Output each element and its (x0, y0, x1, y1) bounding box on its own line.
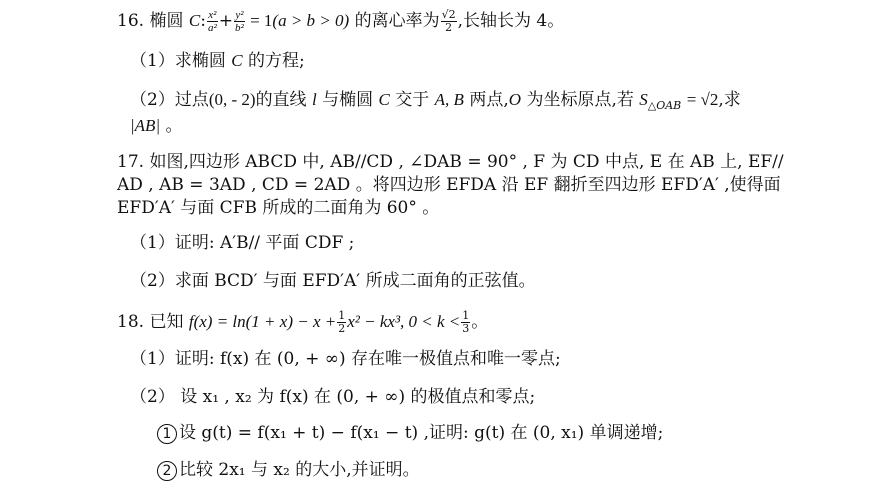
problem-16-number: 16. (117, 11, 145, 31)
problem-18-sub1 (157, 422, 663, 444)
problem-17-number: 17. (117, 152, 145, 172)
p16-part2-d: 交于 (395, 90, 430, 110)
problem-16-statement: 16. 椭圆 C: $\frac{\text{x²}}{\text{a²}}$ + $\frac{\text{y²}}{\text{b²}}$ = 1(a > b > 0) 的离心率为 $\frac{√2}{2}$ ,长轴长为 4。 (117, 8, 565, 34)
p16-part2-abs: |AB| (130, 116, 161, 135)
p17-text-l3: EFD′A′ 与面 CFB 所成的二面角为 60° 。 (117, 198, 440, 218)
p18-sub2-text: 比较 2x₁ 与 x₂ 的大小,并证明。 (179, 460, 420, 480)
p16-part1-end: 的方程; (247, 51, 305, 71)
circled-two-marker: 2 (157, 461, 177, 481)
p17-text-l1: 如图,四边形 ABCD 中, AB//CD , ∠DAB = 90° , F 为 CD 中点, E 在 AB 上, EF// (149, 152, 784, 172)
problem-18-part1 (130, 348, 561, 370)
p16-text-c: ,长轴长为 4。 (457, 11, 565, 31)
p17-part2-text: （2）求面 BCD′ 与面 EFD′A′ 所成二面角的正弦值。 (130, 271, 536, 291)
p17-text-l2: AD , AB = 3AD , CD = 2AD 。将四边形 EFDA 沿 EF 翻折至四边形 EFD′A′ ,使得面 (117, 175, 781, 195)
p18-fdef: f(x) = ln(1 + x) − x + (188, 312, 337, 331)
p16-part2-eq: = √2 (686, 90, 719, 109)
problem-17-line1 (117, 151, 784, 173)
p16-text-b: 的离心率为 (354, 11, 440, 31)
p18-part1-text: （1）证明: f(x) 在 (0, + ∞) 存在唯一极值点和唯一零点; (130, 349, 561, 369)
problem-18-number: 18. (117, 312, 145, 332)
p18-intro: 已知 (149, 312, 184, 332)
p16-part2-sub: △OAB (647, 99, 682, 112)
p16-part2-f: 为坐标原点,若 (526, 90, 634, 110)
problem-16-part2-line2 (130, 115, 183, 137)
problem-16-part1 (130, 50, 305, 72)
p16-frac-x: $\frac{\text{x²}}{\text{a²}}$ (207, 9, 217, 34)
p18-sub1-text: 设 g(t) = f(x₁ + t) − f(x₁ − t) ,证明: g(t) 在 (0, x₁) 单调递增; (179, 423, 664, 443)
p16-part2-l: l (311, 90, 317, 109)
problem-16-part2-line1 (130, 89, 741, 117)
p16-part2-label: （2） (130, 90, 175, 110)
p16-part2-g: ,求 (718, 90, 741, 110)
p16-text-a: 椭圆 (149, 11, 184, 31)
p18-half-frac: $\frac{1}{2}$ (338, 309, 346, 335)
problem-17-line2 (117, 174, 781, 196)
p18-third-frac: $\frac{1}{3}$ (462, 309, 470, 335)
circled-one-marker: 1 (157, 424, 177, 444)
problem-17-part2 (130, 270, 536, 292)
p16-part2-o: O (508, 90, 522, 109)
p16-part2-end: 。 (165, 116, 183, 136)
problem-17-part1 (130, 232, 354, 254)
p16-part2-s: S (639, 90, 648, 109)
problem-18-statement (117, 310, 488, 335)
p18-fdef2: x² − kx³, 0 < k < (347, 312, 461, 331)
p18-end: 。 (471, 312, 489, 332)
p16-part2-e: 两点, (469, 90, 509, 110)
p17-part1-text: （1）证明: A′B// 平面 CDF ; (130, 233, 355, 253)
problem-18-part2 (130, 386, 535, 408)
p16-part1-label: （1） (130, 51, 175, 71)
p16-ecc-frac: $\frac{√2}{2}$ (441, 8, 456, 34)
problem-17-line3 (117, 197, 439, 219)
p16-part2-c: 与椭圆 (322, 90, 374, 110)
p16-part2-ab: A, B (434, 90, 464, 109)
p16-c: C (188, 11, 201, 30)
p16-condition: (a > b > 0) (272, 11, 350, 30)
p16-part2-cc: C (378, 90, 390, 109)
p18-part2-text: （2） 设 x₁ , x₂ 为 f(x) 在 (0, + ∞) 的极值点和零点; (130, 387, 536, 407)
p16-part2-point: (0, - 2) (208, 90, 256, 109)
p16-frac-y: $\frac{\text{y²}}{\text{b²}}$ (235, 9, 244, 34)
p16-part2-a: 过点 (174, 90, 209, 110)
p16-part1-c: C (231, 51, 243, 70)
p16-part2-b: 的直线 (255, 90, 307, 110)
p16-part1-text: 求椭圆 (174, 51, 226, 71)
problem-18-sub2 (157, 459, 420, 481)
